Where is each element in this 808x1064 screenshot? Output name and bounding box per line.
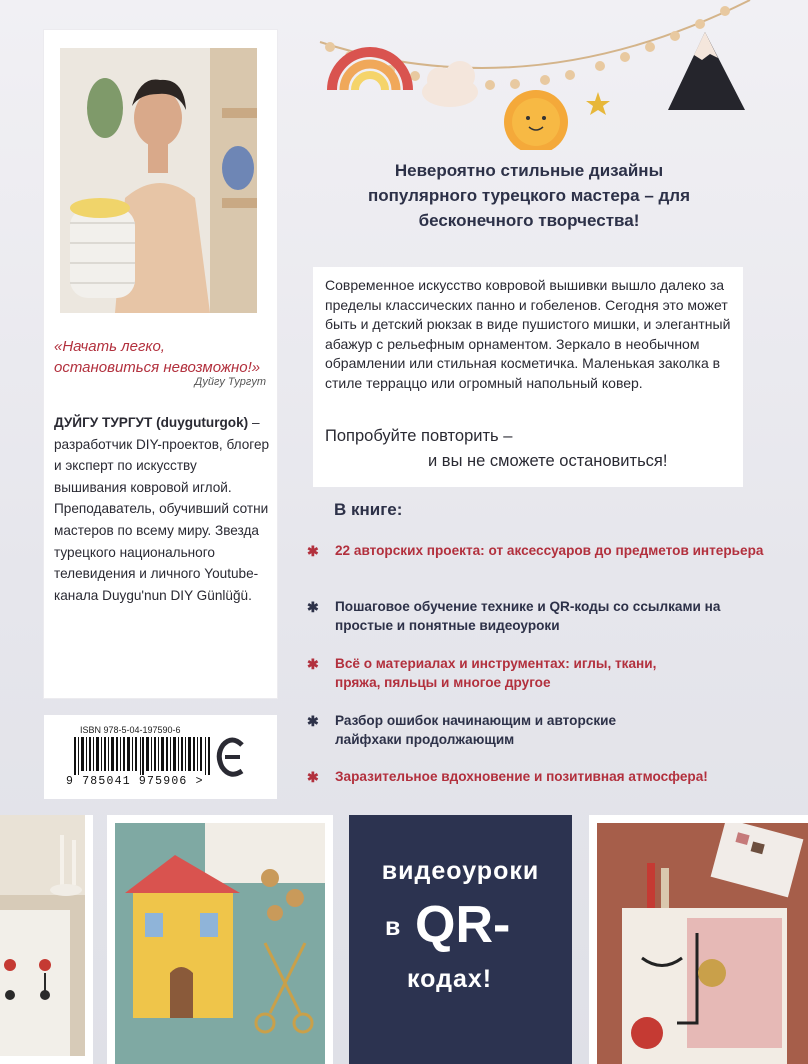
qr-promo-block [349, 815, 572, 1064]
asterisk-icon: ✱ [307, 713, 319, 729]
promo-line1: видеоуроки [381, 857, 540, 885]
intro-text: Современное искусство ковровой вышивки вышло далеко за пределы классических панно и гобеленов. Сегодня это может быть и детский рюкзак в виде пушистого мишки, и элегантный абажур с рельефным орнаментом. Зеркало в необычном обрамлении или стильная косметичка. Маленькая заколка в стиле терраццо или огромный напольный ковер. [325, 277, 731, 391]
asterisk-icon: ✱ [307, 543, 319, 559]
author-quote: «Начать легко, остановиться невозможно!» [54, 338, 261, 376]
barcode-digits: 9 785041 975906 > [66, 775, 204, 788]
author-bio [54, 412, 272, 606]
photo-table-runner [0, 815, 93, 1064]
isbn-text: ISBN 978-5-04-197590-6 [80, 725, 181, 735]
intro-box [313, 267, 743, 487]
asterisk-icon: ✱ [307, 599, 319, 615]
author-name: ДУЙГУ ТУРГУТ (duyguturgok) [54, 415, 249, 430]
asterisk-icon: ✱ [307, 769, 319, 785]
headline: Невероятно стильные дизайны популярного турецкого мастера – для бесконечного творчества! [367, 161, 691, 230]
list-item-text: Пошаговое обучение технике и QR-коды со ссылками на простые и понятные видеоуроки [335, 599, 721, 633]
quote-author: Дуйгу Тургут [194, 376, 266, 388]
photo-cosmetic-bag [589, 815, 808, 1064]
barcode-image [74, 737, 214, 775]
photo-house-pillow [107, 815, 333, 1064]
author-bio-text: – разработчик DIY-проектов, блогер и эксперт по искусству вышивания ковровой иглой. Преподаватель, обучивший сотни мастеров по всему миру. Звезда турецкого национального телевидения и личного Youtube-канала Duygu'nun DIY Günlüğü. [54, 415, 270, 603]
author-portrait-image [60, 48, 257, 313]
list-item-text: 22 авторских проекта: от аксессуаров до предметов интерьера [335, 543, 764, 558]
table-runner-image [0, 815, 85, 1056]
cosmetic-bag-image [597, 823, 808, 1064]
author-card [44, 30, 277, 698]
intro-cta-line1: Попробуйте повторить – [325, 427, 513, 445]
garland-illustration [300, 0, 808, 150]
list-item-text: Разбор ошибок начинающим и авторские лайфхаки продолжающим [335, 713, 617, 747]
promo-line3: кодах! [407, 965, 493, 993]
promo-line2a: в [385, 913, 401, 941]
list-item-text: Всё о материалах и инструментах: иглы, ткани, пряжа, пяльцы и многое другое [335, 656, 657, 690]
intro-cta-line2: и вы не сможете остановиться! [428, 452, 668, 470]
list-item-text: Заразительное вдохновение и позитивная атмосфера! [335, 769, 708, 784]
house-pillow-image [115, 823, 325, 1064]
promo-line2b: QR- [415, 896, 511, 954]
author-photo [60, 48, 257, 313]
book-list-heading: В книге: [334, 500, 403, 519]
asterisk-icon: ✱ [307, 656, 319, 672]
publisher-logo [216, 735, 248, 779]
